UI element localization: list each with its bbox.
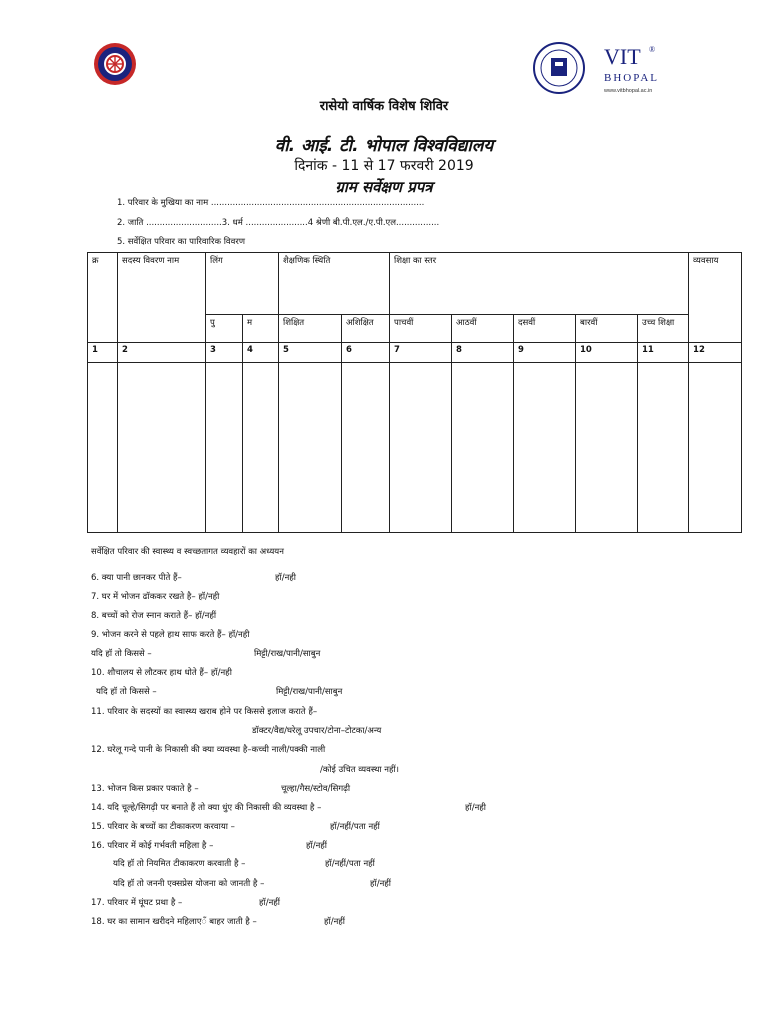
question-17: 17. परिवार में घूंघट प्रथा है – <box>91 898 183 908</box>
answer-10-options: मिट्टी/राख/पानी/साबुन <box>276 687 343 697</box>
subheader-eighth: आठवीं <box>452 315 514 343</box>
column-number: 4 <box>243 343 279 363</box>
field-family-details: 5. सर्वेक्षित परिवार का पारिवारिक विवरण <box>117 237 245 247</box>
vit-url: www.vitbhopal.ac.in <box>604 88 653 94</box>
subheader-male: पु <box>206 315 243 343</box>
blank-cell[interactable] <box>689 363 742 533</box>
question-11: 11. परिवार के सदस्यों का स्वास्थ्य खराब होने पर किससे इलाज कराते हैं– <box>91 707 318 717</box>
blank-cell[interactable] <box>514 363 576 533</box>
question-15: 15. परिवार के बच्चों का टीकाकरण करवाया – <box>91 822 235 832</box>
column-number: 7 <box>390 343 452 363</box>
question-6: 6. क्या पानी छानकर पीते हैं– <box>91 573 182 583</box>
question-16-janani-express: यदि हॉ तो जननी एक्सप्रेस योजना को जानती है – <box>113 879 265 889</box>
vit-bhopal-logo <box>532 40 677 96</box>
vit-logo-text: VIT <box>604 44 641 69</box>
question-9-followup: यदि हॉ तो किससे – <box>91 649 152 659</box>
form-title: ग्राम सर्वेक्षण प्रपत्र <box>335 178 433 196</box>
question-14: 14. यदि चूल्हे/सिगढ़ी पर बनाते हैं तो क्या धुंए की निकासी की व्यवस्था है – <box>91 803 322 813</box>
field-head-of-family: 1. परिवार के मुखिया का नाम ............................................................................... <box>117 198 425 208</box>
column-number: 5 <box>279 343 342 363</box>
nss-logo <box>93 42 137 86</box>
subheader-higher-education: उच्च शिक्षा <box>638 315 689 343</box>
header-gender: लिंग <box>206 253 279 315</box>
subheader-twelfth: बारवीं <box>576 315 638 343</box>
column-number: 1 <box>88 343 118 363</box>
subheader-literate: शिक्षित <box>279 315 342 343</box>
answer-18: हॉ/नहीं <box>324 917 346 927</box>
question-10: 10. शौचालय से लौटकर हाथ धोते हैं– हॉ/नही <box>91 668 232 678</box>
header-serial: क्र <box>88 253 118 343</box>
blank-cell[interactable] <box>576 363 638 533</box>
university-name: वी. आई. टी. भोपाल विश्वविद्यालय <box>274 136 494 156</box>
blank-cell[interactable] <box>452 363 514 533</box>
column-number: 12 <box>689 343 742 363</box>
blank-cell[interactable] <box>118 363 206 533</box>
answer-16: हॉ/नहीं <box>306 841 328 851</box>
column-number: 6 <box>342 343 390 363</box>
answer-16-janani-express: हॉ/नहीं <box>370 879 392 889</box>
bhopal-logo-text: BHOPAL <box>604 72 659 84</box>
question-16-vaccination: यदि हॉ तो नियमित टीकाकरण करवाती है – <box>113 859 246 869</box>
question-9: 9. भोजन करने से पहले हाथ साफ करते हैं– हॉ/नही <box>91 630 250 640</box>
answer-13-options: चूल्हा/गैस/स्टोव/सिगढ़ी <box>281 784 351 794</box>
blank-cell[interactable] <box>243 363 279 533</box>
question-12: 12. घरेलू गन्दे पानी के निकासी की क्या व्यवस्था है–कच्ची नाली/पक्की नाली <box>91 745 326 755</box>
answer-14: हॉ/नही <box>465 803 487 813</box>
blank-cell[interactable] <box>390 363 452 533</box>
question-16: 16. परिवार में कोई गर्भवती महिला है – <box>91 841 214 851</box>
date-line: दिनांक - 11 से 17 फरवरी 2019 <box>294 158 474 174</box>
answer-11-options: डॉक्टर/वैद्य/घरेलू उपचार/टोना–टोटका/अन्य <box>252 726 382 736</box>
section-title: सर्वेक्षित परिवार की स्वास्थ्य व स्वच्छतागत व्यवहारों का अध्ययन <box>91 547 284 557</box>
blank-cell[interactable] <box>88 363 118 533</box>
column-number: 9 <box>514 343 576 363</box>
question-13: 13. भोजन किस प्रकार पकाते है – <box>91 784 199 794</box>
header-education-status: शैक्षणिक स्थिति <box>279 253 390 315</box>
family-details-table <box>87 252 742 533</box>
column-number: 8 <box>452 343 514 363</box>
answer-16-vaccination: हॉ/नहीं/पता नहीं <box>325 859 375 869</box>
blank-cell[interactable] <box>279 363 342 533</box>
field-caste-religion-category: 2. जाति ............................3. धर्म .......................4 श्रेणी बी.पी.एल./ए.पी.एल................ <box>117 218 440 228</box>
answer-17: हॉ/नहीं <box>259 898 281 908</box>
header-education-level: शिक्षा का स्तर <box>390 253 689 315</box>
header-member-name: सदस्य विवरण नाम <box>118 253 206 343</box>
camp-title: रासेयो वार्षिक विशेष शिविर <box>319 99 449 114</box>
answer-15: हॉ/नहीं/पता नहीं <box>330 822 380 832</box>
subheader-tenth: दसवीं <box>514 315 576 343</box>
question-10-followup: यदि हॉ तो किससे – <box>96 687 157 697</box>
question-8: 8. बच्चों को रोज स्नान कराते हैं– हॉ/नहीं <box>91 611 217 621</box>
column-number: 10 <box>576 343 638 363</box>
column-number: 3 <box>206 343 243 363</box>
answer-12-continued: /कोई उचित व्यवस्था नहीं। <box>320 765 399 775</box>
registered-mark: ® <box>649 45 656 54</box>
question-7: 7. घर में भोजन ढॉककर रखते है– हॉ/नही <box>91 592 220 602</box>
answer-6: हॉ/नही <box>275 573 297 583</box>
blank-cell[interactable] <box>206 363 243 533</box>
question-18: 18. घर का सामान खरीदने महिलाएॅं बाहर जाती है – <box>91 917 257 927</box>
header-occupation: व्यवसाय <box>689 253 742 343</box>
subheader-illiterate: अशिक्षित <box>342 315 390 343</box>
blank-cell[interactable] <box>342 363 390 533</box>
column-number: 11 <box>638 343 689 363</box>
subheader-female: म <box>243 315 279 343</box>
subheader-fifth: पाचवीं <box>390 315 452 343</box>
blank-cell[interactable] <box>638 363 689 533</box>
answer-9-options: मिट्टी/राख/पानी/साबुन <box>254 649 321 659</box>
column-number: 2 <box>118 343 206 363</box>
